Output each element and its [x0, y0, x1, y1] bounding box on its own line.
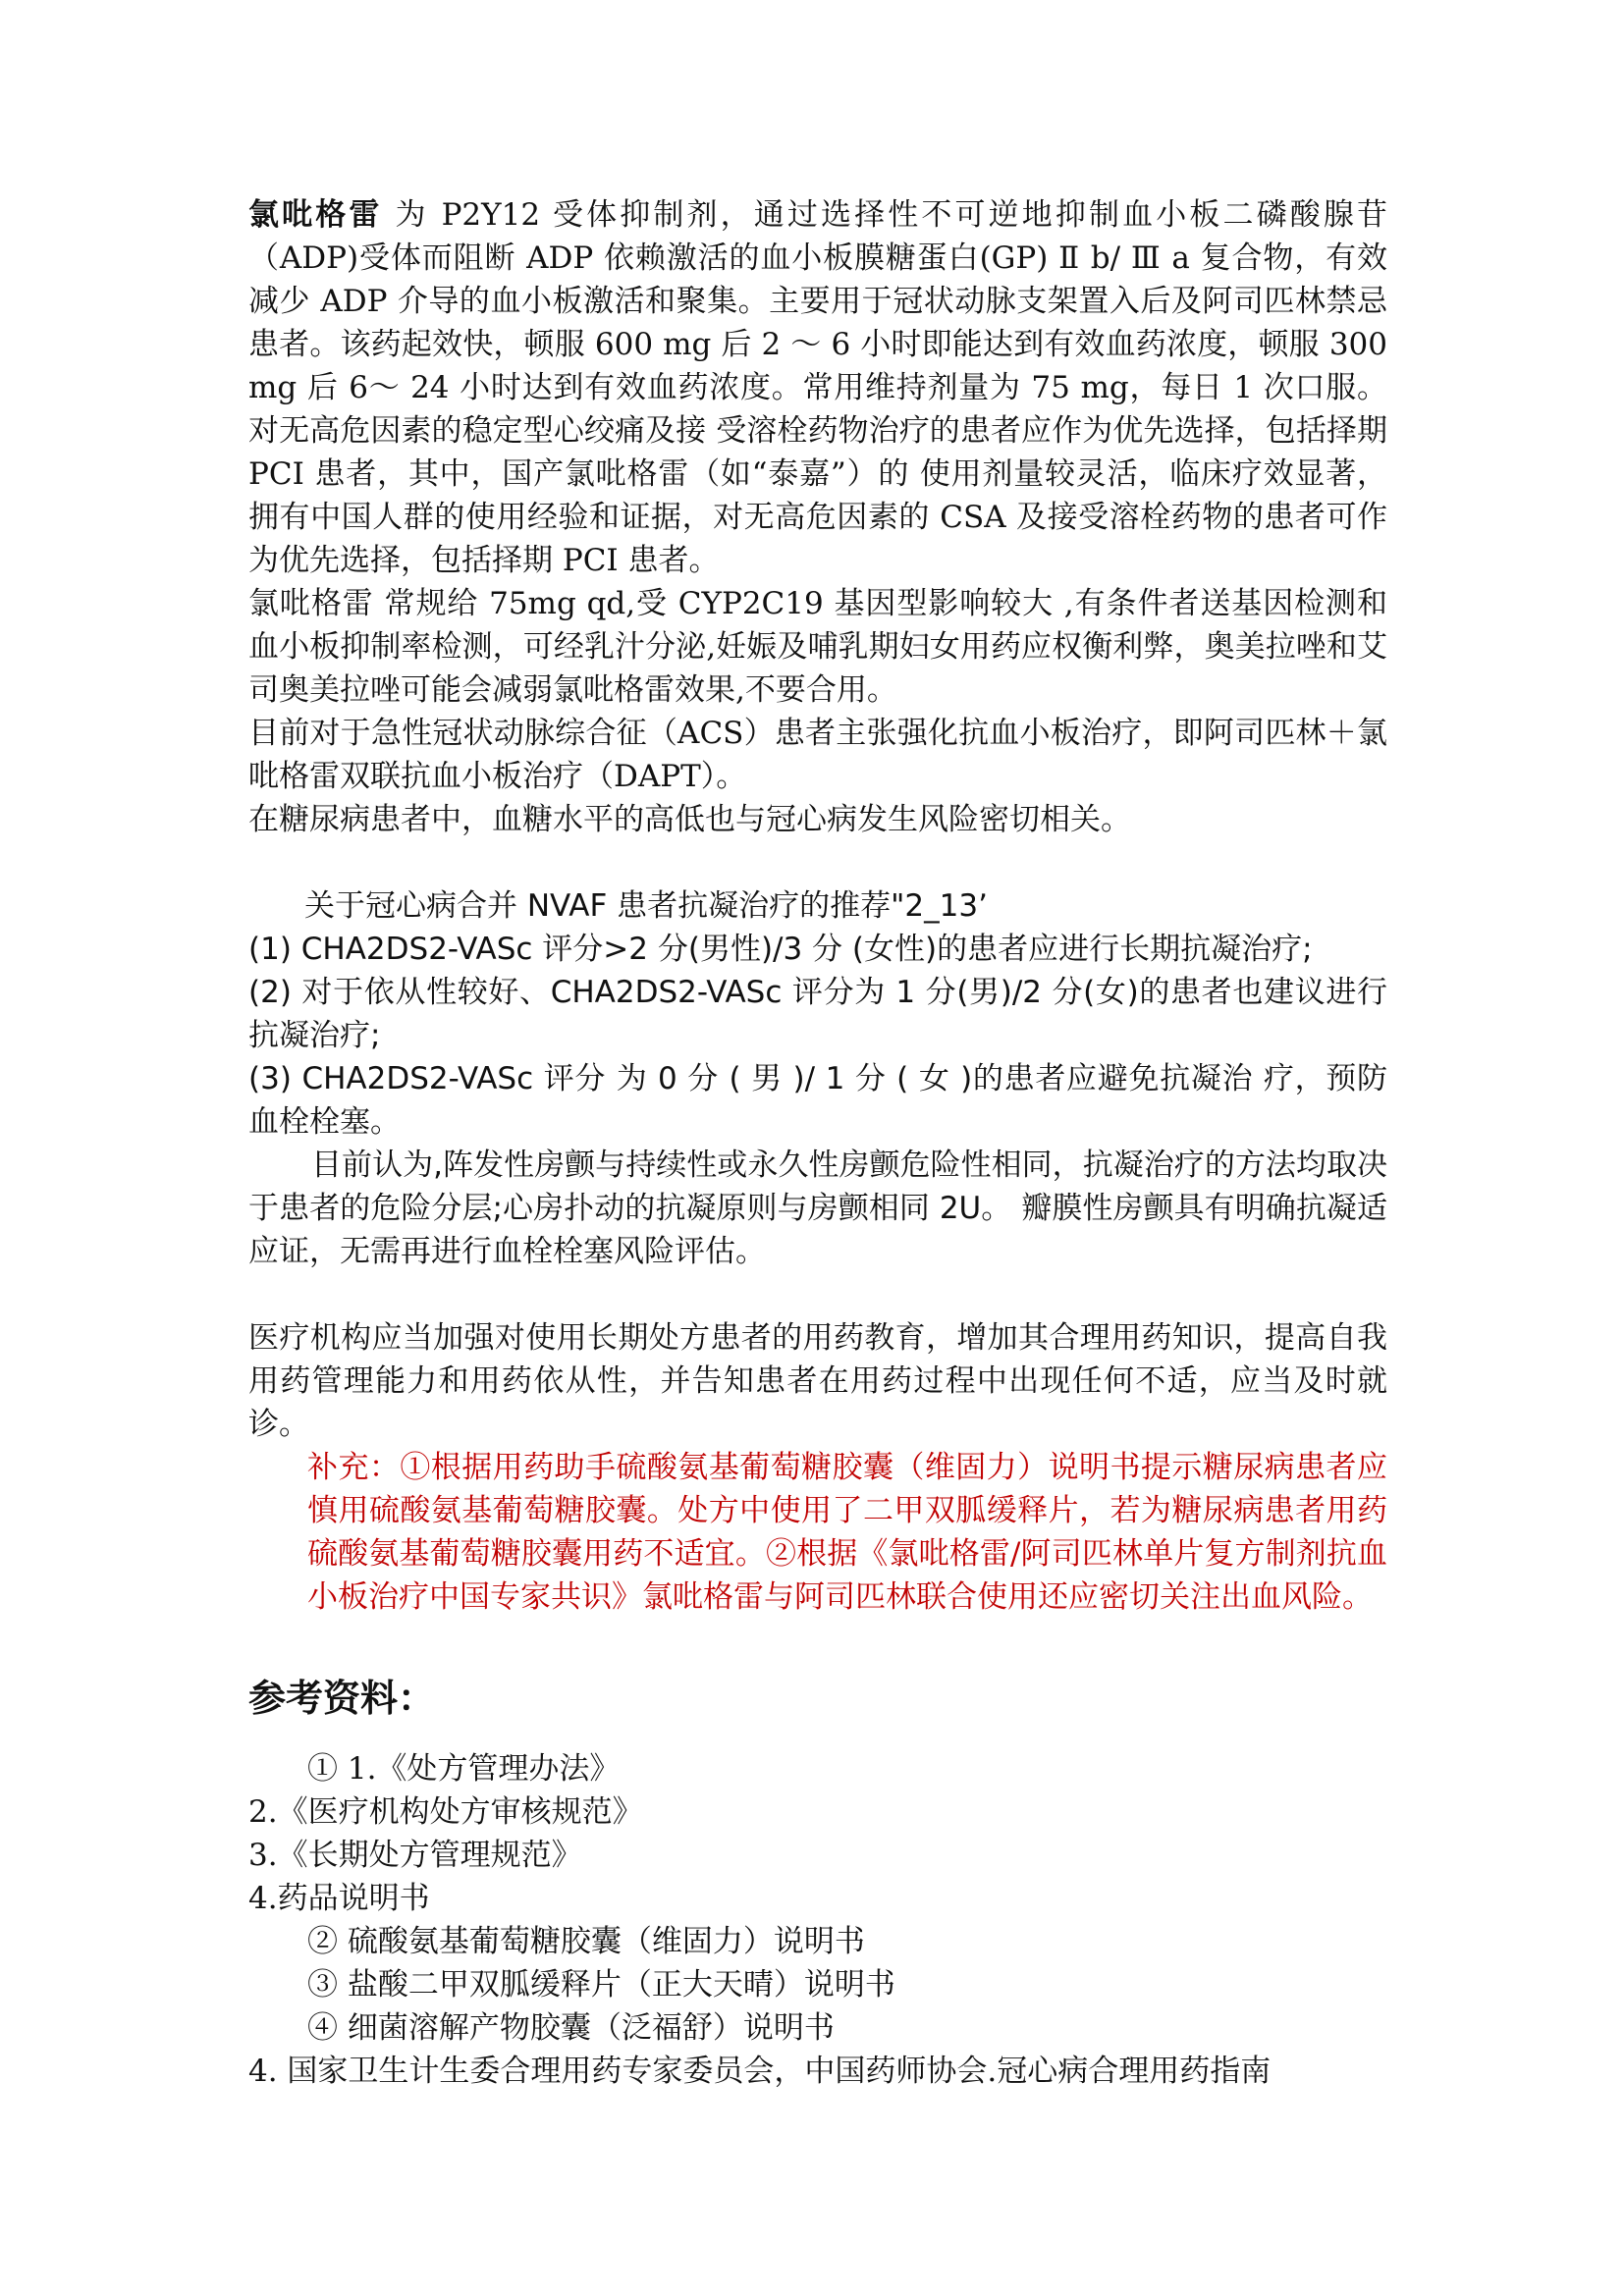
- references-heading: 参考资料：: [248, 1676, 436, 1720]
- clopidogrel-dosage-paragraph: 氯吡格雷 常规给 75mg qd,受 CYP2C19 基因型影响较大 ,有条件者送基因检测和血小板抑制率检测，可经乳汁分泌,妊娠及哺乳期妇女用药应权衡利弊，奥美拉唑和艾司奥美拉唑可能会减弱氯吡格雷效果,不要合用。: [248, 586, 1387, 708]
- clopidogrel-paragraph: [248, 193, 1387, 582]
- reference-item-4: 4.药品说明书: [248, 1881, 430, 1916]
- nvaf-item-3: (3) CHA2DS2-VASc 评分 为 0 分 ( 男 )/ 1 分 ( 女 )的患者应避免抗凝治 疗，预防血栓栓塞。: [248, 1061, 1387, 1140]
- nvaf-title: 关于冠心病合并 NVAF 患者抗凝治疗的推荐"2_13’: [304, 888, 988, 924]
- reference-item-7: ④ 细菌溶解产物胶囊（泛福舒）说明书: [307, 2010, 835, 2046]
- nvaf-item-2: (2) 对于依从性较好、CHA2DS2-VASc 评分为 1 分(男)/2 分(女)的患者也建议进行抗凝治疗;: [248, 975, 1387, 1053]
- nvaf-note: 目前认为,阵发性房颤与持续性或永久性房颤危险性相同，抗凝治疗的方法均取决于患者的危险分层;心房扑动的抗凝原则与房颤相同 2U。 瓣膜性房颤具有明确抗凝适应证，无需再进行血栓栓塞风险评估。: [248, 1148, 1387, 1269]
- reference-item-2: 2.《医疗机构处方审核规范》: [248, 1794, 643, 1830]
- diabetes-paragraph: 在糖尿病患者中，血糖水平的高低也与冠心病发生风险密切相关。: [248, 802, 1131, 837]
- nvaf-item-1: (1) CHA2DS2-VASc 评分>2 分(男性)/3 分 (女性)的患者应进行长期抗凝治疗;: [248, 932, 1313, 967]
- reference-item-5: ② 硫酸氨基葡萄糖胶囊（维固力）说明书: [307, 1924, 865, 1959]
- reference-item-1: ① 1.《处方管理办法》: [307, 1751, 621, 1787]
- reference-item-8: 4. 国家卫生计生委合理用药专家委员会，中国药师协会.冠心病合理用药指南: [248, 2054, 1272, 2089]
- clopidogrel-body: 为 P2Y12 受体抑制剂，通过选择性不可逆地抑制血小板二磷酸腺苷（ADP)受体而阻断 ADP 依赖激活的血小板膜糖蛋白(GP) Ⅱ b/ Ⅲ a 复合物，有效减少 ADP 介导的血小板激活和聚集。主要用于冠状动脉支架置入后及阿司匹林禁忌患者。该药起效快，顿服 600 mg 后 2 ～ 6 小时即能达到有效血药浓度，顿服 300 mg 后 6～ 24 小时达到有效血药浓度。常用维持剂量为 75 mg，每日 1 次口服。对无高危因素的稳定型心绞痛及接 受溶栓药物治疗的患者应作为优先选择，包括择期 PCI 患者，其中，国产氯吡格雷（如“泰嘉”）的 使用剂量较灵活，临床疗效显著，拥有中国人群的使用经验和证据，对无高危因素的 CSA 及接受溶栓药物的患者可作为优先选择，包括择期 PCI 患者。: [248, 197, 1387, 578]
- supplement-paragraph: 补充：①根据用药助手硫酸氨基葡萄糖胶囊（维固力）说明书提示糖尿病患者应慎用硫酸氨基葡萄糖胶囊。处方中使用了二甲双胍缓释片，若为糖尿病患者用药硫酸氨基葡萄糖胶囊用药不适宜。②根据《氯吡格雷/阿司匹林单片复方制剂抗血小板治疗中国专家共识》氯吡格雷与阿司匹林联合使用还应密切关注出血风险。: [307, 1450, 1387, 1615]
- reference-item-3: 3.《长期处方管理规范》: [248, 1838, 582, 1873]
- reference-item-6: ③ 盐酸二甲双胍缓释片（正大天晴）说明书: [307, 1967, 895, 2002]
- education-paragraph: 医疗机构应当加强对使用长期处方患者的用药教育，增加其合理用药知识，提高自我用药管理能力和用药依从性，并告知患者在用药过程中出现任何不适，应当及时就诊。: [248, 1320, 1387, 1442]
- acs-paragraph: 目前对于急性冠状动脉综合征（ACS）患者主张强化抗血小板治疗，即阿司匹林＋氯吡格雷双联抗血小板治疗（DAPT）。: [248, 716, 1387, 794]
- clopidogrel-lead: 氯吡格雷: [248, 197, 383, 233]
